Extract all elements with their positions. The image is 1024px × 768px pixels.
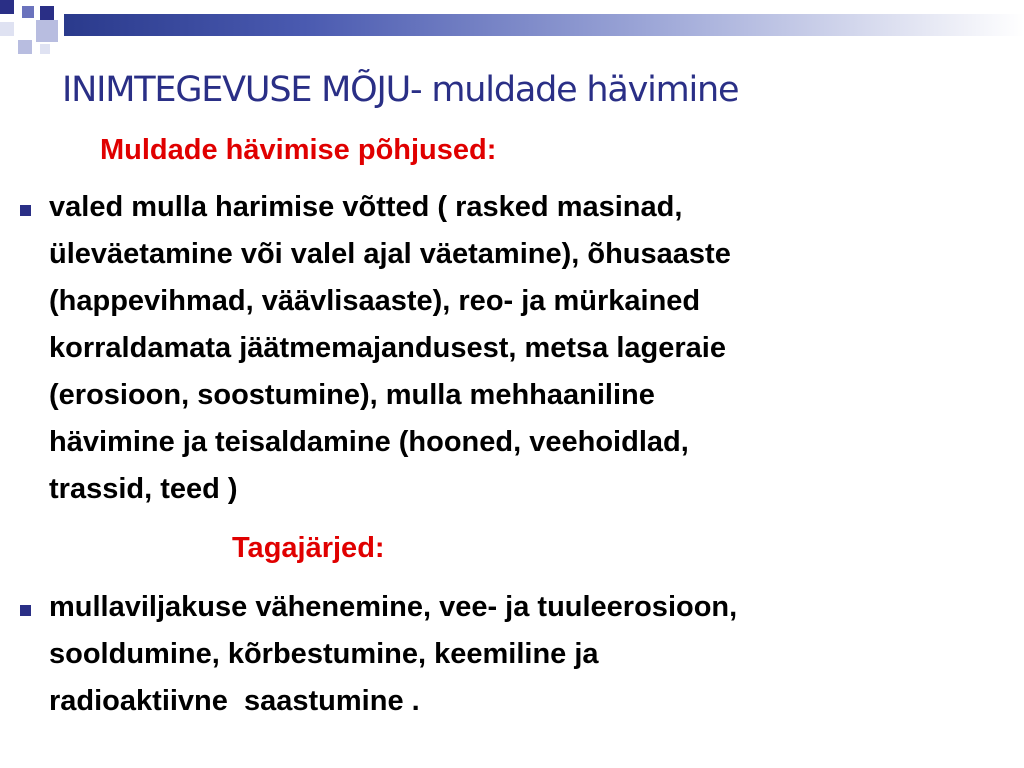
square-bullet-icon (20, 205, 31, 216)
corner-square-decoration (0, 22, 14, 36)
causes-line: korraldamata jäätmemajandusest, metsa lageraie (49, 332, 726, 364)
causes-line: (erosioon, soostumine), mulla mehhaaniline (49, 379, 655, 411)
slide-title: INIMTEGEVUSE MÕJU- muldade hävimine (62, 70, 739, 110)
causes-line: hävimine ja teisaldamine (hooned, veehoidlad, (49, 426, 689, 458)
header-bar-decoration (64, 14, 1024, 36)
causes-text (49, 184, 731, 513)
corner-square-decoration (36, 20, 58, 42)
causes-line: valed mulla harimise võtted ( rasked masinad, (49, 191, 683, 223)
square-bullet-icon (20, 605, 31, 616)
causes-line: (happevihmad, väävlisaaste), reo- ja mürkained (49, 285, 701, 317)
effects-text (49, 584, 737, 725)
causes-line: trassid, teed ) (49, 473, 238, 505)
corner-square-decoration (18, 40, 32, 54)
effects-line: mullaviljakuse vähenemine, vee- ja tuuleerosioon, (49, 591, 738, 623)
effects-line: sooldumine, kõrbestumine, keemiline ja (49, 638, 599, 670)
effects-heading: Tagajärjed: (232, 532, 385, 564)
causes-bullet (20, 190, 1010, 513)
causes-line: üleväetamine või valel ajal väetamine), õhusaaste (49, 238, 731, 270)
effects-bullet (20, 590, 1010, 725)
corner-square-decoration (40, 6, 54, 20)
causes-heading: Muldade hävimise põhjused: (100, 134, 497, 166)
corner-square-decoration (0, 0, 14, 14)
corner-square-decoration (22, 6, 34, 18)
corner-square-decoration (40, 44, 50, 54)
effects-line: radioaktiivne saastumine . (49, 685, 420, 717)
